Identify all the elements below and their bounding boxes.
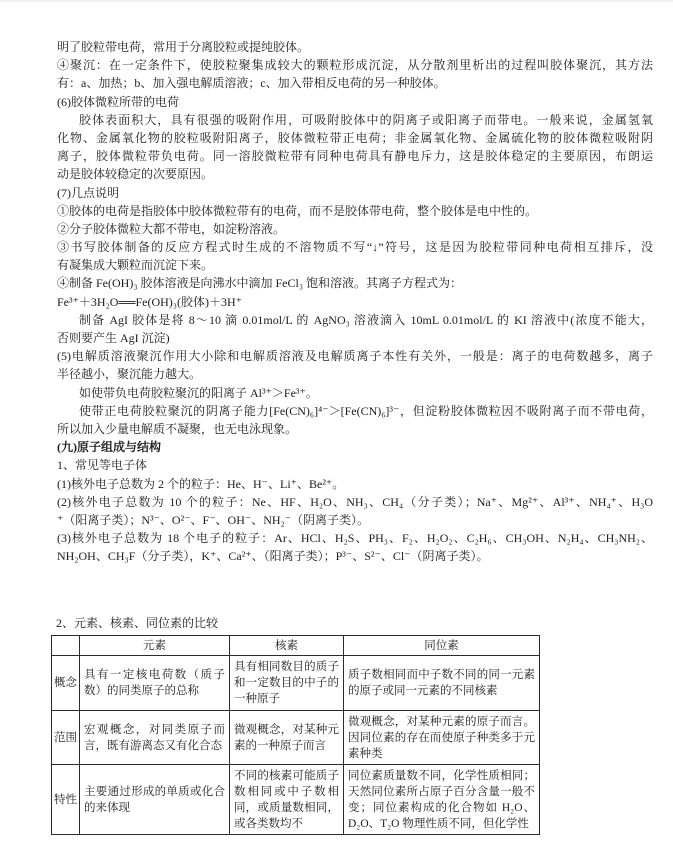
comparison-section-heading: 2、元素、核素、同位素的比较	[56, 616, 219, 630]
text-line: 所以加入少量电解质不凝聚，也无电泳现象。	[57, 421, 298, 436]
row-label-characteristic: 特性	[52, 765, 80, 835]
text-line: 离子，胶体微粒带负电荷。同一溶胶微粒带有同种电荷具有静电斥力，这是胶体稳定的主要原因，布朗运	[57, 149, 653, 164]
text-line: ③书写胶体制备的反应方程式时生成的不溶物质不写“↓”符号，这是因为胶粒带同种电荷相互排斥，没	[57, 240, 653, 255]
table-row	[52, 656, 540, 711]
text-line: 否则要产生 AgI 沉淀)	[57, 331, 170, 345]
table-header-isotope: 同位素	[344, 636, 540, 656]
table-header-element: 元素	[80, 636, 230, 656]
notes-text-block	[57, 38, 653, 565]
text-line: 化物、金属氧化物的胶粒吸附阳离子，胶体微粒带正电荷；非金属氧化物、金属硫化物的胶体微粒吸附阴	[57, 130, 653, 145]
page-top-edge	[0, 0, 673, 2]
text-line: (6)胶体微粒所带的电荷	[57, 94, 179, 109]
table-cell: 宏观概念，对同类原子而言，既有游离态又有化合态	[80, 711, 230, 765]
text-line: (1)核外电子总数为 2 个的粒子：He、H⁻、Li⁺、Be²⁺。	[57, 476, 345, 491]
text-line: ⁺（阳离子类）；N³⁻、O²⁻、F⁻、OH⁻、NH₂⁻（阴离子类）。	[57, 512, 370, 527]
text-line: (3)核外电子总数为 18 个电子的粒子：Ar、HCl、H₂S、PH₃、F₂、H₂O₂、C₂H₆、CH₃OH、N₂H₄、CH₃NH₂、	[57, 531, 653, 546]
text-line: (5)电解质溶液聚沉作用大小除和电解质溶液及电解质离子本性有关外，一般是：离子的电荷数越多，离子	[57, 349, 653, 364]
table-cell: 具有一定核电荷数（质子数）的同类原子的总称	[80, 656, 230, 711]
text-line: 如使带负电荷胶粒聚沉的阳离子 Al³⁺＞Fe³⁺。	[79, 385, 318, 400]
text-line: 半径越小，聚沉能力越大。	[57, 367, 202, 382]
table-cell: 主要通过形成的单质或化合的来体现	[80, 765, 230, 835]
text-line: 胶体表面积大，具有很强的吸附作用，可吸附胶体中的阴离子或阳离子而带电。一般来说，金属氢氧	[79, 112, 653, 127]
table-cell: 不同的核素可能质子数相同或中子数相同，或质量数相同，或各类数均不	[230, 765, 344, 835]
row-label-scope: 范围	[52, 711, 80, 765]
chemical-equation: Fe³⁺＋3H₂O══Fe(OH)₃(胶体)＋3H⁺	[57, 294, 242, 309]
text-line: 使带正电荷胶粒聚沉的阴离子能力[Fe(CN)₆]⁴⁻＞[Fe(CN)₆]³⁻，但淀粉胶体微粒因不吸附离子而不带电荷，	[79, 403, 653, 418]
text-line: ②分子胶体微粒大都不带电，如淀粉溶液。	[57, 221, 286, 236]
text-line: 制备 AgI 胶体是将 8～10 滴 0.01mol/L 的 AgNO₃ 溶液滴入 10mL 0.01mol/L 的 KI 溶液中(浓度不能大，	[79, 312, 653, 327]
text-line: NH₂OH、CH₃F（分子类），K⁺、Ca²⁺、（阳离子类）；P³⁻、S²⁻、Cl⁻（阴离子类）。	[57, 549, 489, 564]
text-line: 有凝集成大颗粒而沉淀下来。	[57, 258, 214, 273]
text-line: 明了胶粒带电荷，常用于分离胶粒或提纯胶体。	[57, 40, 310, 54]
table-header-corner	[52, 636, 80, 656]
table-cell: 质子数相同而中子数不同的同一元素的原子或同一元素的不同核素	[344, 656, 540, 711]
table-cell: 具有相同数目的质子和一定数目的中子的一种原子	[230, 656, 344, 711]
table-row	[52, 765, 540, 835]
row-label-concept: 概念	[52, 656, 80, 711]
text-line: ①胶体的电荷是指胶体中胶体微粒带有的电荷，而不是胶体带电荷，整个胶体是电中性的。	[57, 203, 538, 218]
text-line: ④聚沉：在一定条件下，使胶粒聚集成较大的颗粒形成沉淀，从分散剂里析出的过程叫胶体聚沉，其方法	[57, 58, 653, 73]
text-line: ④制备 Fe(OH)₃ 胶体溶液是向沸水中滴加 FeCl₃ 饱和溶液。其离子方程式为：	[57, 276, 463, 291]
section-title-atom-structure: (九)原子组成与结构	[57, 440, 161, 455]
text-line: (7)几点说明	[57, 185, 119, 200]
text-line: 动是胶体较稳定的次要原因。	[57, 167, 214, 182]
comparison-table	[51, 635, 540, 835]
table-cell: 同位素质量数不同，化学性质相同；天然同位素所占原子百分含量一般不变；同位素构成的化合物如 H₂O、D₂O、T₂O 物理性质不同，但化学性	[344, 765, 540, 835]
table-cell: 微观概念，对某种元素的原子而言。因同位素的存在而使原子种类多于元素种类	[344, 711, 540, 765]
subsection-title: 1、常见等电子体	[57, 458, 148, 473]
table-cell: 微观概念，对某种元素的一种原子而言	[230, 711, 344, 765]
text-line: (2)核外电子总数为 10 个的粒子：Ne、HF、H₂O、NH₃、CH₄（分子类）；Na⁺、Mg²⁺、Al³⁺、NH₄⁺、H₃O	[57, 494, 653, 509]
table-header-row	[52, 636, 540, 656]
table-row	[52, 711, 540, 765]
text-line: 有：a、加热；b、加入强电解质溶液；c、加入带相反电荷的另一种胶体。	[57, 76, 446, 91]
table-header-nuclide: 核素	[230, 636, 344, 656]
